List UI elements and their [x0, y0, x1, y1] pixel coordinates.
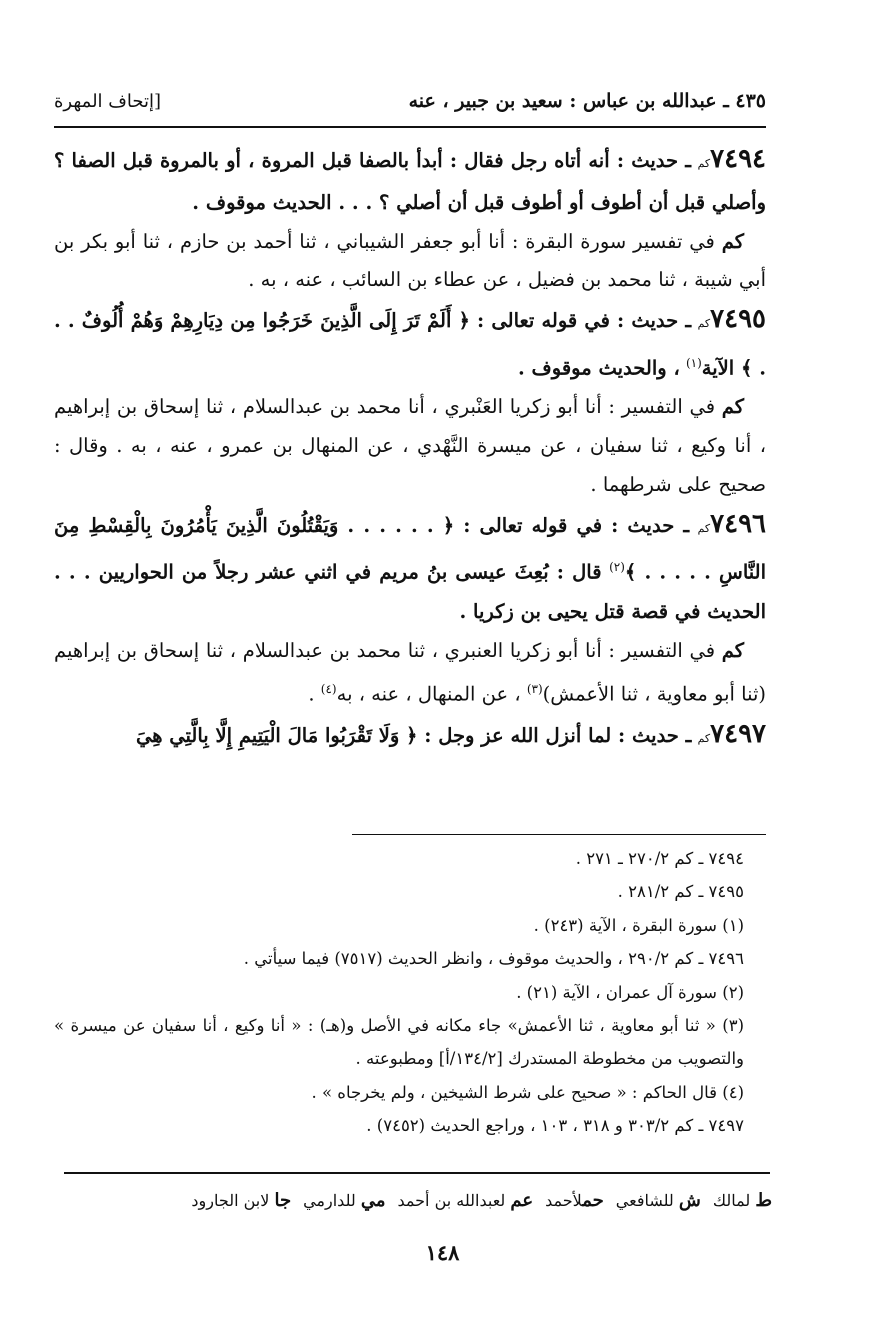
- source-text: في التفسير : أنا أبو زكريا العنبري ، ثنا محمد بن عبدالسلام ، ثنا إسحاق بن إبراهيم (ثنا أبو معاوية ، ثنا الأعمش): [54, 638, 766, 706]
- footnote-line: (١) سورة البقرة ، الآية (٢٤٣) .: [533, 915, 744, 935]
- abbreviations-key: [60, 1190, 772, 1211]
- footnote-ref: (٤): [320, 682, 337, 697]
- hadith-source: [54, 632, 766, 715]
- hadith-entry-7494: [54, 140, 766, 223]
- abbreviation: ش للشافعي: [615, 1190, 701, 1211]
- footnote-line: (٢) سورة آل عمران ، الآية (٢١) .: [516, 982, 744, 1002]
- source-code: كم: [697, 157, 711, 170]
- hadith-text: ـ حديث : في قوله تعالى : ﴿ أَلَمْ تَرَ إِلَى الَّذِينَ خَرَجُوا مِن دِيَارِهِمْ وَهُمْ أُلُوفٌ . . . ﴾ الآية: [54, 309, 766, 380]
- hadith-number: ٧٤٩٤: [710, 144, 767, 174]
- hadith-entry-7497: [54, 715, 766, 759]
- source-text: في التفسير : أنا أبو زكريا العَنْبري ، أنا محمد بن عبدالسلام ، ثنا إسحاق بن إبراهيم ، أنا وكيع ، ثنا سفيان ، عن ميسرة النَّهْدي ، عن المنهال بن عمرو ، عنه ، به . وقال : صحيح على شرطهما .: [54, 395, 766, 496]
- abbreviations-rule: [64, 1172, 770, 1174]
- footnote-line: ٧٤٩٦ ـ كم ٢٩٠/٢ ، والحديث موقوف ، وانظر الحديث (٧٥١٧) فيما سيأتي .: [243, 949, 744, 969]
- hadith-entry-7496: [54, 505, 766, 632]
- footnote-ref: (١): [685, 355, 702, 370]
- footnote-line: ٧٤٩٧ ـ كم ٣٠٣/٢ و ٣١٨ ، ١٠٣ ، وراجع الحديث (٧٤٥٢) .: [366, 1116, 744, 1136]
- hadith-text: قال : بُعِثَ عيسى بنُ مريم في اثني عشر رجلاً من الحواريين . . . الحديث في قصة قتل يحيى بن زكريا .: [54, 560, 766, 623]
- hadith-text: ـ حديث : أنه أتاه رجل فقال : أبدأ بالصفا قبل المروة ، أو بالمروة قبل الصفا ؟ وأصلي قبل أن أطوف أو أطوف قبل أن أصلي ؟ . . . الحديث موقوف .: [54, 149, 766, 214]
- abbreviation: مي للدارمي: [303, 1190, 386, 1211]
- abbreviation: حملأحمد: [545, 1190, 604, 1211]
- book-title: [إتحاف المهرة: [54, 90, 162, 112]
- footnote-line: ٧٤٩٤ ـ كم ٢٧٠/٢ ـ ٢٧١ .: [575, 849, 744, 868]
- source-text: ، عن المنهال ، عنه ، به: [336, 682, 521, 706]
- hadith-source: [54, 223, 766, 301]
- hadith-number: ٧٤٩٧: [710, 718, 766, 749]
- source-code: كم: [721, 638, 744, 662]
- footnote-line: (٣) « ثنا أبو معاوية ، ثنا الأعمش» جاء مكانه في الأصل و(هـ) : « أنا وكيع ، أنا سفيان عن ميسرة » والتصويب من مخطوطة المستدرك [١٣٤/٢/أ] ومطبوعته .: [54, 1016, 744, 1069]
- hadith-text: ، والحديث موقوف .: [517, 356, 680, 380]
- abbreviation: ط لمالك: [712, 1190, 772, 1211]
- source-text: .: [308, 682, 315, 706]
- footnote-ref: (٢): [609, 560, 625, 575]
- abbreviation: عم لعبدالله بن أحمد: [397, 1190, 534, 1211]
- source-code: كم: [721, 229, 744, 253]
- source-code: كم: [721, 395, 744, 419]
- running-title: ٤٣٥ ـ عبدالله بن عباس : سعيد بن جبير ، عنه: [408, 90, 766, 112]
- abbreviation: جا لابن الجارود: [191, 1190, 292, 1211]
- footnote-rule: [352, 834, 766, 835]
- source-code: كم: [697, 317, 711, 331]
- hadith-source: [54, 388, 766, 504]
- footnote-ref: (٣): [526, 682, 543, 697]
- hadith-number: ٧٤٩٥: [710, 304, 767, 335]
- page-header: [54, 84, 766, 118]
- footnote-line: ٧٤٩٥ ـ كم ٢٨١/٢ .: [617, 882, 744, 902]
- source-code: كم: [697, 731, 711, 745]
- hadith-entry-7495: [54, 300, 766, 388]
- footnote-line: (٤) قال الحاكم : « صحيح على شرط الشيخين ، ولم يخرجاه » .: [311, 1082, 744, 1102]
- source-text: في تفسير سورة البقرة : أنا أبو جعفر الشيباني ، ثنا أحمد بن حازم ، ثنا أبو بكر بن أبي شيبة ، ثنا محمد بن فضيل ، عن عطاء بن السائب ، عنه ، به .: [54, 229, 766, 292]
- hadith-text: ـ حديث : لما أنزل الله عز وجل : ﴿ وَلَا تَقْرَبُوا مَالَ الْيَتِيمِ إِلَّا بِالَّتِي هِيَ: [135, 723, 692, 747]
- page-number: ١٤٨: [425, 1240, 460, 1265]
- hadith-number: ٧٤٩٦: [710, 508, 766, 539]
- header-rule: [54, 126, 766, 128]
- footnotes: [54, 842, 766, 1143]
- main-text: [54, 140, 766, 758]
- hadith-text: ـ حديث : في قوله تعالى : ﴿ . . . . . . وَيَقْتُلُونَ الَّذِينَ يَأْمُرُونَ بِالْقِسْطِ مِنَ النَّاسِ . . . . . ﴾: [54, 513, 767, 584]
- source-code: كم: [697, 521, 711, 535]
